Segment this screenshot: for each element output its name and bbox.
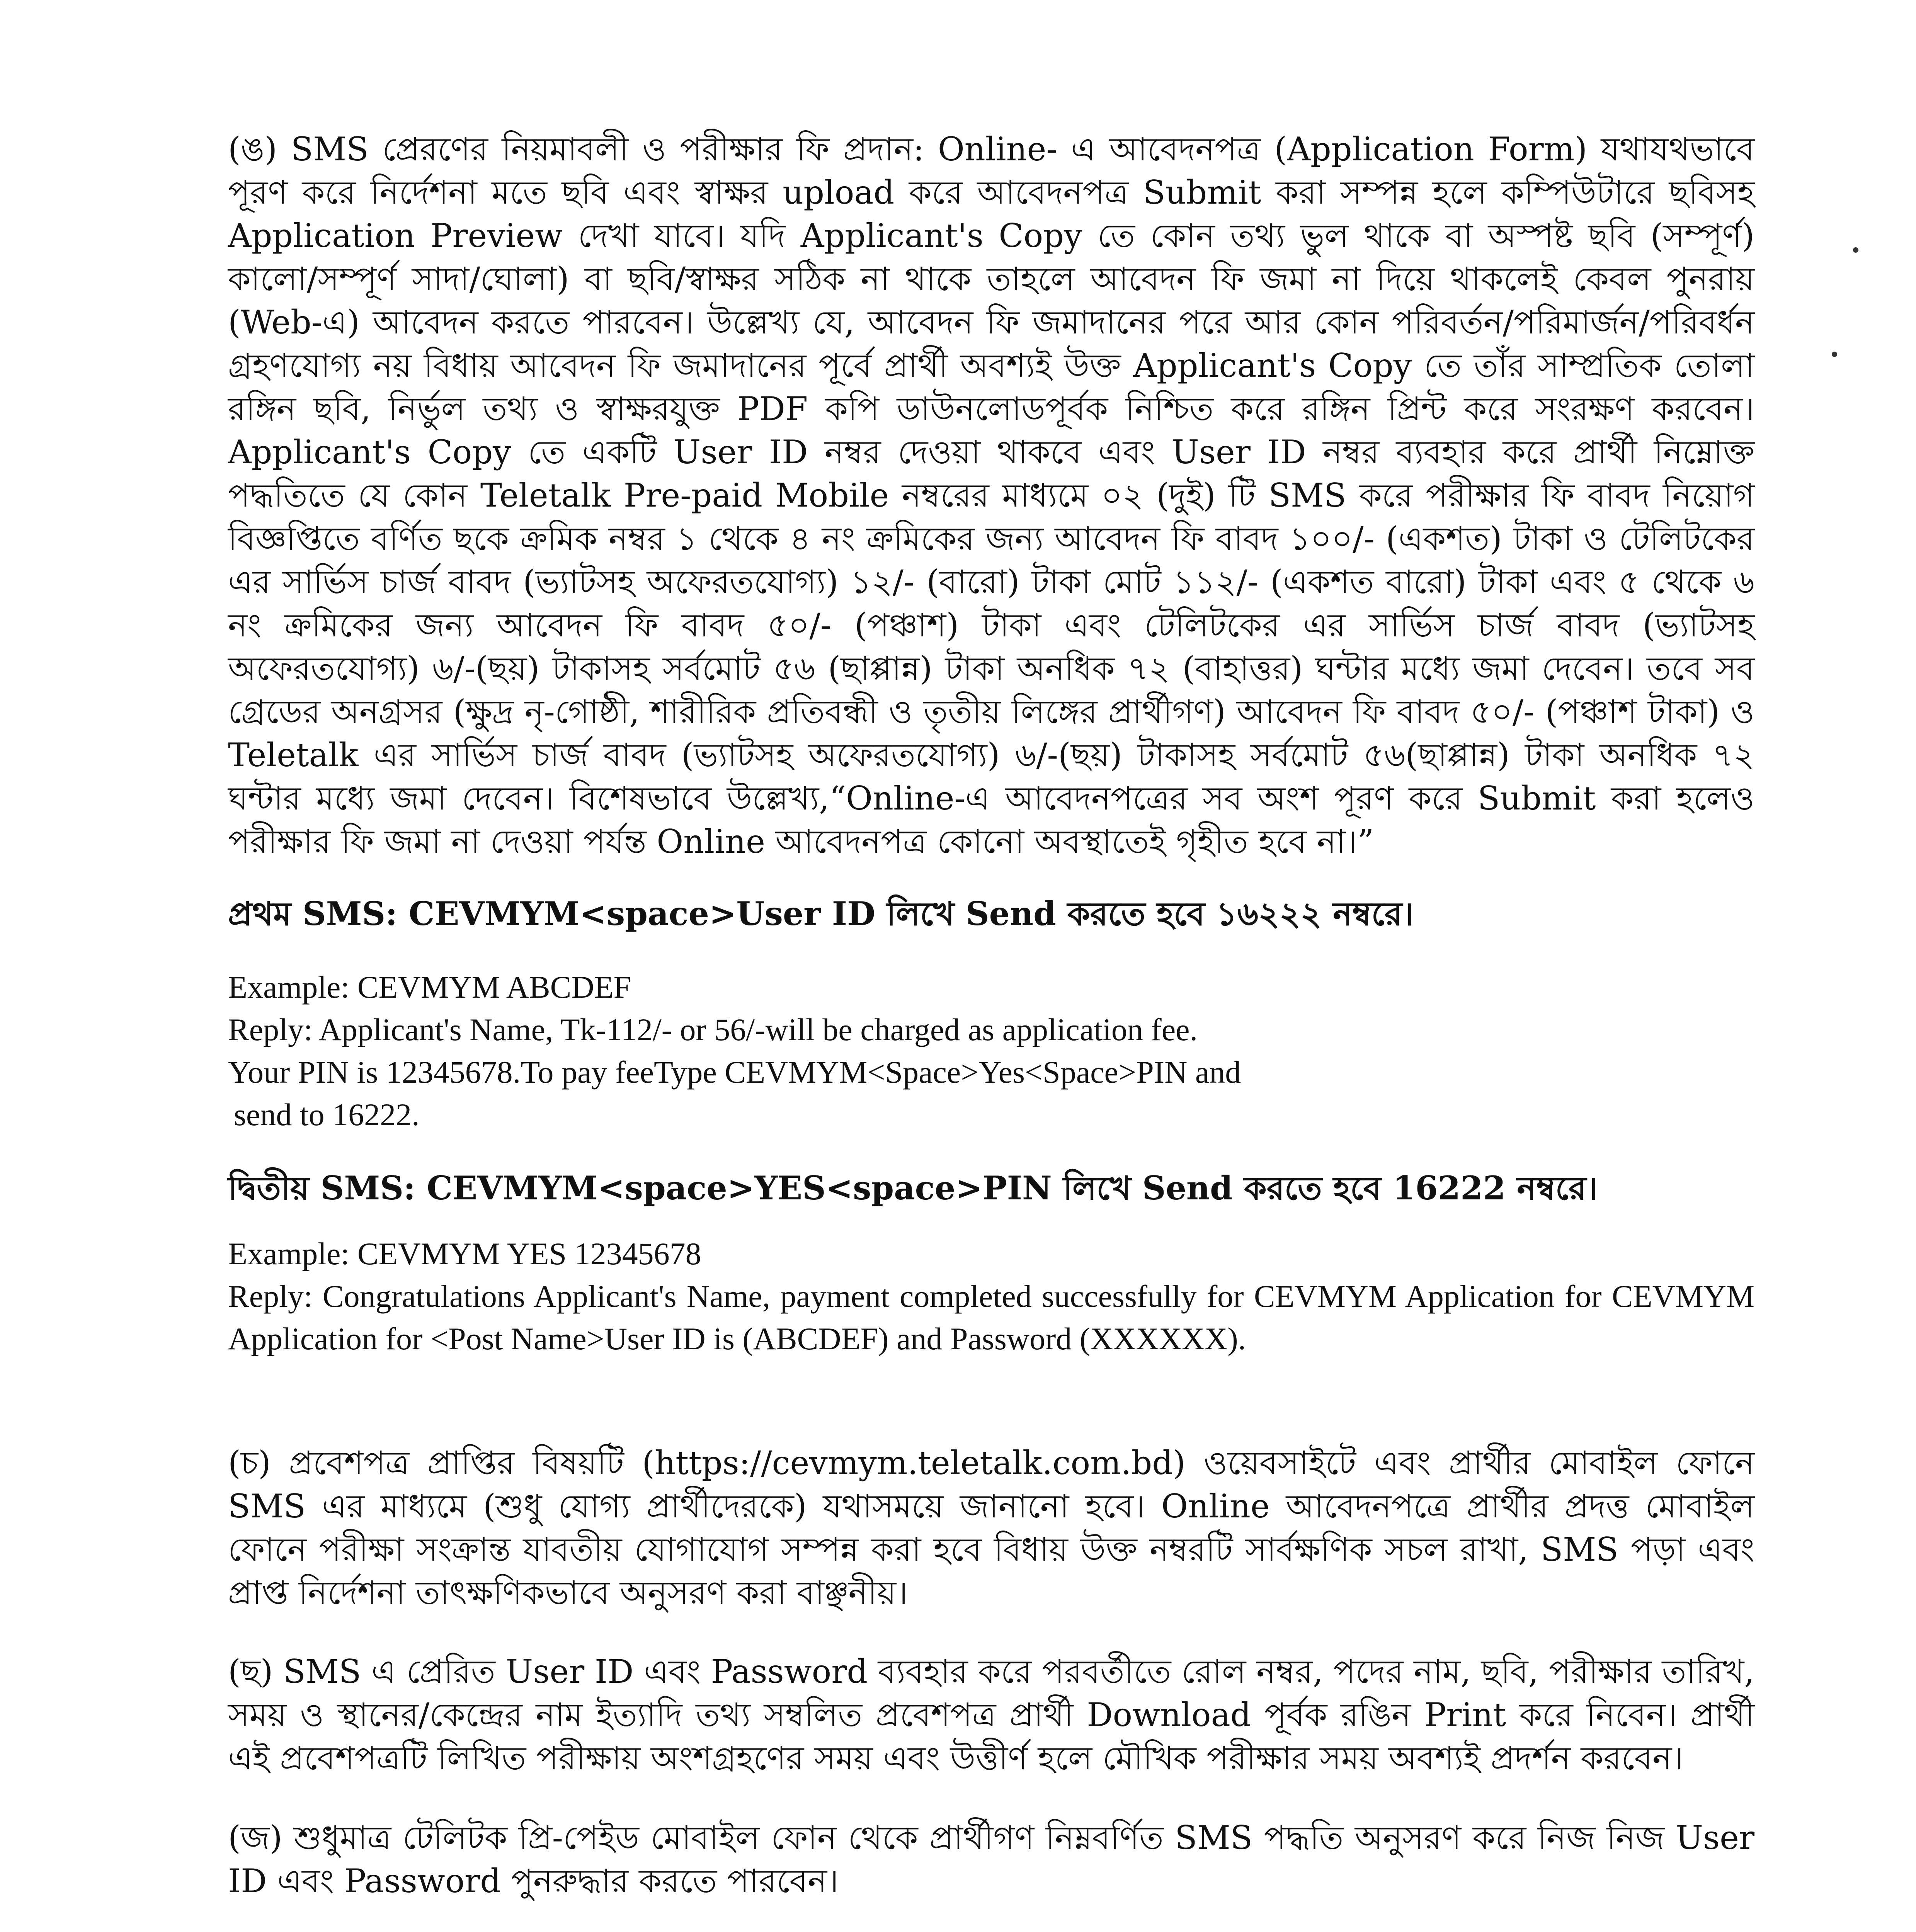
paragraph-admit-card-download: (ছ) SMS এ প্রেরিত User ID এবং Password ব্যবহার করে পরবর্তীতে রোল নম্বর, পদের নাম, ছবি, পরীক্ষার তারিখ, সময় ও স্থানের/কেন্দ্রের নাম ইত্যাদি তথ্য সম্বলিত প্রবেশপত্র প্রার্থী Download পূর্বক রঙিন Print করে নিবেন। প্রার্থী এই প্রবেশপত্রটি লিখিত পরীক্ষায় অংশগ্রহণের সময় এবং উত্তীর্ণ হলে মৌখিক পরীক্ষার সময় অবশ্যই প্রদর্শন করবেন। [228,1653,1754,1777]
scan-speck [1853,247,1858,253]
second-sms-reply: Reply: Congratulations Applicant's Name, payment completed successfully for CEVMYM Application for CEVMYM Application for <Post Name>User ID is (ABCDEF) and Password (XXXXXX). [228,1279,1754,1356]
first-sms-example: Example: CEVMYM ABCDEF [228,969,631,1005]
second-sms-instruction: দ্বিতীয় SMS: CEVMYM<space>YES<space>PIN লিখে Send করতে হবে 16222 নম্বরে। [228,1169,1598,1207]
first-sms-reply-line-3: send to 16222. [234,1097,420,1132]
paragraph-sms-rules: (ঙ) SMS প্রেরণের নিয়মাবলী ও পরীক্ষার ফি প্রদান: Online- এ আবেদনপত্র (Application Form) যথাযথভাবে পূরণ করে নির্দেশনা মতে ছবি এবং স্বাক্ষর upload করে আবেদনপত্র Submit করা সম্পন্ন হলে কম্পিউটারে ছবিসহ Application Preview দেখা যাবে। যদি Applicant's Copy তে কোন তথ্য ভুল থাকে বা অস্পষ্ট ছবি (সম্পূর্ণ) কালো/সম্পূর্ণ সাদা/ঘোলা) বা ছবি/স্বাক্ষর সঠিক না থাকে তাহলে আবেদন ফি জমা না দিয়ে থাকলেই কেবল পুনরায় (Web-এ) আবেদন করতে পারবেন। উল্লেখ্য যে, আবেদন ফি জমাদানের পরে আর কোন পরিবর্তন/পরিমার্জন/পরিবর্ধন গ্রহণযোগ্য নয় বিধায় আবেদন ফি জমাদানের পূর্বে প্রার্থী অবশ্যই উক্ত Applicant's Copy তে তাঁর সাম্প্রতিক তোলা রঙ্গিন ছবি, নির্ভুল তথ্য ও স্বাক্ষরযুক্ত PDF কপি ডাউনলোডপূর্বক নিশ্চিত করে রঙ্গিন প্রিন্ট করে সংরক্ষণ করবেন। Applicant's Copy তে একটি User ID নম্বর দেওয়া থাকবে এবং User ID নম্বর ব্যবহার করে প্রার্থী নিম্নোক্ত পদ্ধতিতে যে কোন Teletalk Pre-paid Mobile নম্বরের মাধ্যমে ০২ (দুই) টি SMS করে পরীক্ষার ফি বাবদ নিয়োগ বিজ্ঞপ্তিতে বর্ণিত ছকে ক্রমিক নম্বর ১ থেকে ৪ নং ক্রমিকের জন্য আবেদন ফি বাবদ ১০০/- (একশত) টাকা ও টেলিটকের এর সার্ভিস চার্জ বাবদ (ভ্যাটসহ অফেরতযোগ্য) ১২/- (বারো) টাকা মোট ১১২/- (একশত বারো) টাকা এবং ৫ থেকে ৬ নং ক্রমিকের জন্য আবেদন ফি বাবদ ৫০/- (পঞ্চাশ) টাকা এবং টেলিটকের এর সার্ভিস চার্জ বাবদ (ভ্যাটসহ অফেরতযোগ্য) ৬/-(ছয়) টাকাসহ সর্বমোট ৫৬ (ছাপ্পান্ন) টাকা অনধিক ৭২ (বাহাত্তর) ঘন্টার মধ্যে জমা দেবেন। তবে সব গ্রেডের অনগ্রসর (ক্ষুদ্র নৃ-গোষ্ঠী, শারীরিক প্রতিবন্ধী ও তৃতীয় লিঙ্গের প্রার্থীগণ) আবেদন ফি বাবদ ৫০/- (পঞ্চাশ টাকা) ও Teletalk এর সার্ভিস চার্জ বাবদ (ভ্যাটসহ অফেরতযোগ্য) ৬/-(ছয়) টাকাসহ সর্বমোট ৫৬(ছাপ্পান্ন) টাকা অনধিক ৭২ ঘন্টার মধ্যে জমা দেবেন। বিশেষভাবে উল্লেখ্য,“Online-এ আবেদনপত্রের সব অংশ পূরণ করে Submit করা হলেও পরীক্ষার ফি জমা না দেওয়া পর্যন্ত Online আবেদনপত্র কোনো অবস্থাতেই গৃহীত হবে না।” [228,130,1754,861]
first-sms-reply-line-1: Reply: Applicant's Name, Tk-112/- or 56/-will be charged as application fee. [228,1012,1198,1047]
paragraph-admit-card-notice: (চ) প্রবেশপত্র প্রাপ্তির বিষয়টি (https://cevmym.teletalk.com.bd) ওয়েবসাইটে এবং প্রার্থীর মোবাইল ফোনে SMS এর মাধ্যমে (শুধু যোগ্য প্রার্থীদেরকে) যথাসময়ে জানানো হবে। Online আবেদনপত্রে প্রার্থীর প্রদত্ত মোবাইল ফোনে পরীক্ষা সংক্রান্ত যাবতীয় যোগাযোগ সম্পন্ন করা হবে বিধায় উক্ত নম্বরটি সার্বক্ষণিক সচল রাখা, SMS পড়া এবং প্রাপ্ত নির্দেশনা তাৎক্ষণিকভাবে অনুসরণ করা বাঞ্ছনীয়। [228,1444,1754,1612]
scan-speck [1832,352,1837,357]
paragraph-password-recovery: (জ) শুধুমাত্র টেলিটক প্রি-পেইড মোবাইল ফোন থেকে প্রার্থীগণ নিম্নবর্ণিত SMS পদ্ধতি অনুসরণ করে নিজ নিজ User ID এবং Password পুনরুদ্ধার করতে পারবেন। [228,1819,1754,1900]
second-sms-example: Example: CEVMYM YES 12345678 [228,1236,701,1271]
first-sms-reply-line-2: Your PIN is 12345678.To pay feeType CEVMYM<Space>Yes<Space>PIN and [228,1054,1241,1090]
first-sms-instruction: প্রথম SMS: CEVMYM<space>User ID লিখে Send করতে হবে ১৬২২২ নম্বরে। [228,895,1414,933]
